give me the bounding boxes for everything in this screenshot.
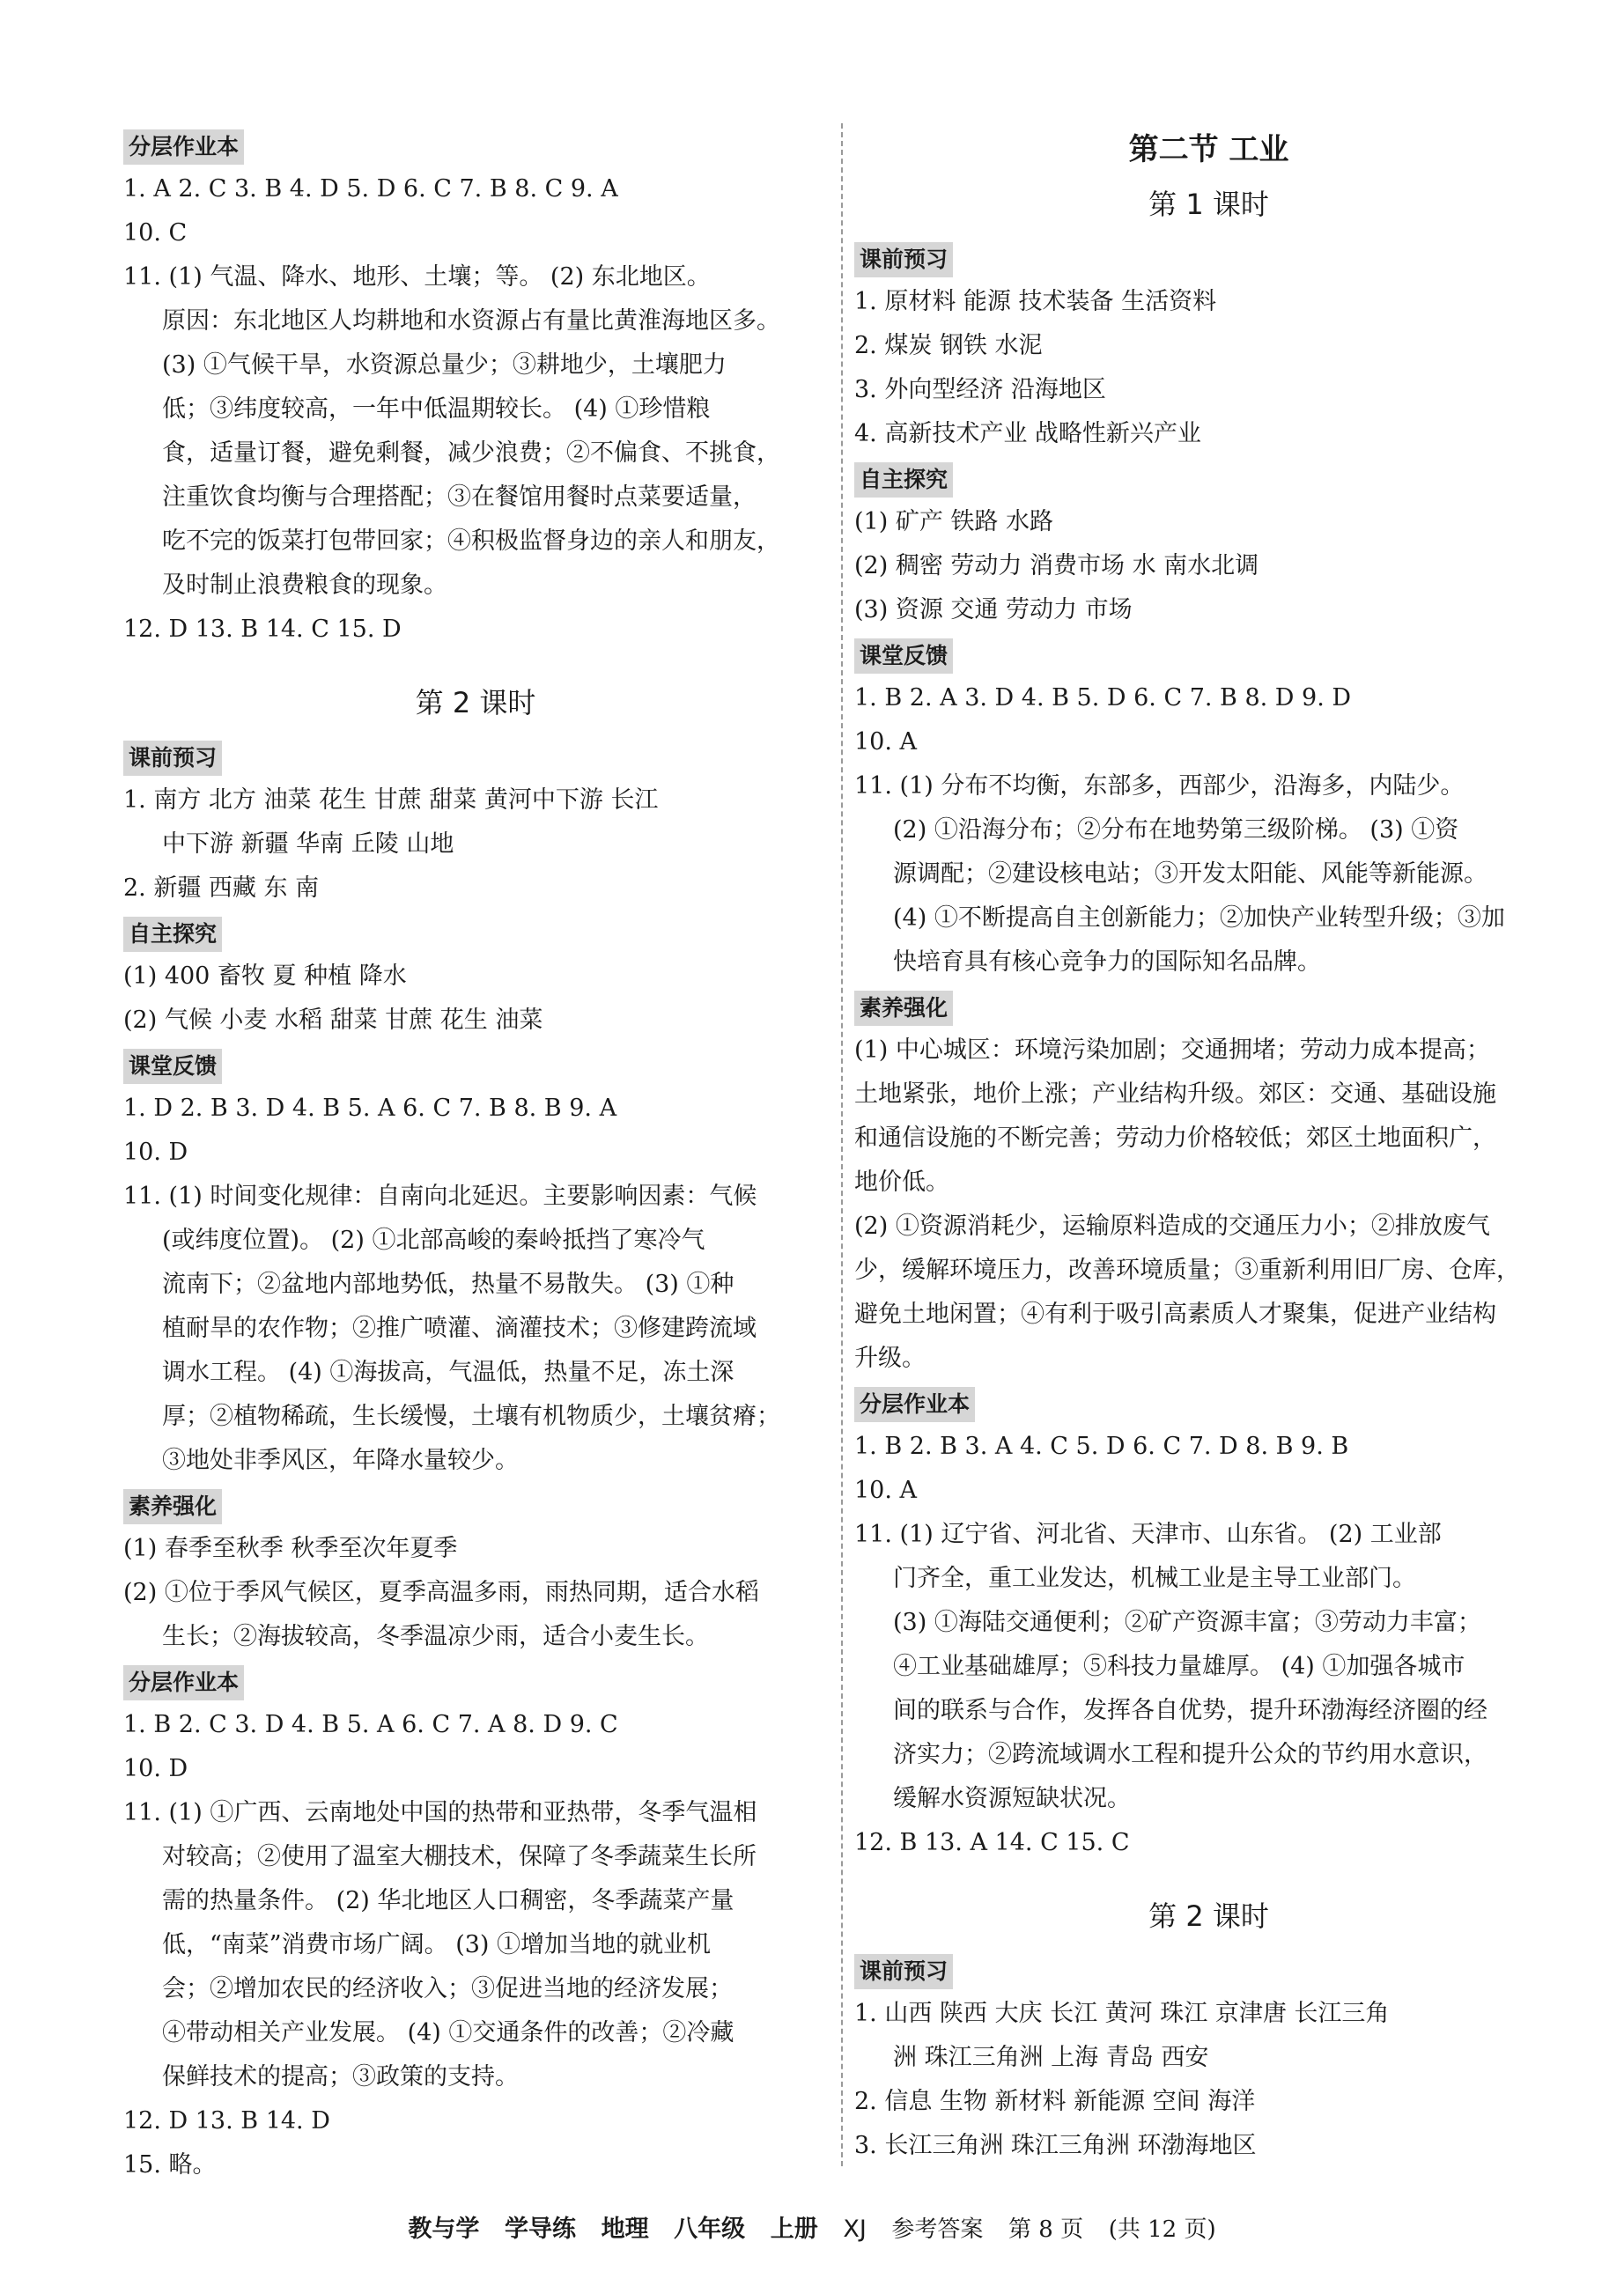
footer-edition: XJ xyxy=(843,2216,867,2243)
page-footer xyxy=(0,2212,1624,2247)
answer-line: 注重饮食均衡与合理搭配；③在餐馆用餐时点菜要适量， xyxy=(162,483,757,511)
column-divider xyxy=(841,123,843,2166)
answer-line: 1. B 2. B 3. A 4. C 5. D 6. C 7. D 8. B 9. B xyxy=(854,1433,1349,1460)
answer-line: (2) 稠密 劳动力 消费市场 水 南水北调 xyxy=(854,552,1259,579)
answer-line: 土地紧张，地价上涨；产业结构升级。郊区：交通、基础设施 xyxy=(854,1080,1496,1108)
answer-line: 需的热量条件。 (2) 华北地区人口稠密，冬季蔬菜产量 xyxy=(162,1887,734,1914)
answer-line: 缓解水资源短缺状况。 xyxy=(893,1785,1131,1812)
right-column xyxy=(854,123,1563,2168)
section-tag-row xyxy=(123,911,828,955)
answer-line: 吃不完的饭菜打包带回家；④积极监督身边的亲人和朋友， xyxy=(162,527,780,555)
answer-line: 10. D xyxy=(123,1755,188,1782)
answer-line: (2) ①位于季风气候区，夏季高温多雨，雨热同期，适合水稻 xyxy=(123,1579,759,1606)
answer-line: 3. 外向型经济 沿海地区 xyxy=(854,376,1106,403)
answer-line: 植耐旱的农作物；②推广喷灌、滴灌技术；③修建跨流域 xyxy=(162,1315,757,1342)
section-tag: 课堂反馈 xyxy=(123,1049,222,1084)
section-tag: 课堂反馈 xyxy=(854,638,953,674)
answer-line: 食，适量订餐，避免剩餐，减少浪费；②不偏食、不挑食， xyxy=(162,439,780,467)
section-tag: 分层作业本 xyxy=(854,1387,975,1422)
section-tag-row xyxy=(854,984,1563,1029)
footer-subject: 地理 xyxy=(601,2216,649,2243)
answer-line: 1. B 2. A 3. D 4. B 5. D 6. C 7. B 8. D 9. D xyxy=(854,684,1352,712)
answer-line: (3) 资源 交通 劳动力 市场 xyxy=(854,596,1133,623)
section-tag: 课前预习 xyxy=(123,741,222,776)
footer-grade: 八年级 xyxy=(674,2216,746,2243)
answer-line: 12. B 13. A 14. C 15. C xyxy=(854,1829,1130,1856)
answer-line: 11. (1) 辽宁省、河北省、天津市、山东省。 (2) 工业部 xyxy=(854,1521,1442,1548)
footer-total: (共 12 页) xyxy=(1108,2216,1216,2243)
answer-line: 2. 信息 生物 新材料 新能源 空间 海洋 xyxy=(854,2088,1256,2115)
left-column xyxy=(123,123,828,2187)
answer-line: 和通信设施的不断完善；劳动力价格较低；郊区土地面积广， xyxy=(854,1125,1496,1152)
answer-line: (2) 气候 小麦 水稻 甜菜 甘蔗 花生 油菜 xyxy=(123,1007,543,1034)
answer-line: (4) ①不断提高自主创新能力；②加快产业转型升级；③加 xyxy=(893,904,1505,932)
footer-volume: 上册 xyxy=(770,2216,818,2243)
answer-line: 少，缓解环境压力，改善环境质量；③重新利用旧厂房、仓库， xyxy=(854,1257,1520,1284)
answer-line: (3) ①气候干旱，水资源总量少；③耕地少，土壤肥力 xyxy=(162,351,727,379)
section-tag: 课前预习 xyxy=(854,242,953,277)
section-tag-row xyxy=(123,1483,828,1527)
section-tag-row xyxy=(123,1659,828,1703)
answer-line: 11. (1) 分布不均衡，东部多，西部少，沿海多，内陆少。 xyxy=(854,772,1465,800)
answer-line: (或纬度位置)。 (2) ①北部高峻的秦岭抵挡了寒冷气 xyxy=(162,1227,705,1254)
section-tag-row xyxy=(854,632,1563,676)
footer-label: 参考答案 xyxy=(891,2216,984,2243)
answer-line: (3) ①海陆交通便利；②矿产资源丰富；③劳动力丰富； xyxy=(893,1609,1481,1636)
answer-line: 11. (1) 气温、降水、地形、土壤；等。 (2) 东北地区。 xyxy=(123,263,711,291)
answer-line: 2. 新疆 西藏 东 南 xyxy=(123,874,320,902)
answer-line: 中下游 新疆 华南 丘陵 山地 xyxy=(162,830,454,858)
answer-line: (2) ①资源消耗少，运输原料造成的交通压力小；②排放废气 xyxy=(854,1213,1490,1240)
answer-line: (1) 春季至秋季 秋季至次年夏季 xyxy=(123,1535,458,1562)
answer-line: 地价低。 xyxy=(854,1169,949,1196)
answer-line: 10. A xyxy=(854,728,918,756)
footer-series: 学导练 xyxy=(504,2216,576,2243)
answer-line: 1. 山西 陕西 大庆 长江 黄河 珠江 京津唐 长江三角 xyxy=(854,2000,1390,2027)
answer-line: ④工业基础雄厚；⑤科技力量雄厚。 (4) ①加强各城市 xyxy=(893,1653,1465,1680)
answer-line: 间的联系与合作，发挥各自优势，提升环渤海经济圈的经 xyxy=(893,1697,1487,1724)
answer-line: 避免土地闲置；④有利于吸引高素质人才聚集，促进产业结构 xyxy=(854,1301,1496,1328)
answer-line: 升级。 xyxy=(854,1345,926,1372)
answer-line: 低，“南菜”消费市场广阔。 (3) ①增加当地的就业机 xyxy=(162,1931,712,1958)
section-tag: 课前预习 xyxy=(854,1954,953,1989)
answer-line: (1) 中心城区：环境污染加剧；交通拥堵；劳动力成本提高； xyxy=(854,1036,1490,1064)
answer-line: 源调配；②建设核电站；③开发太阳能、风能等新能源。 xyxy=(893,860,1487,888)
answer-line: 10. A xyxy=(854,1477,918,1504)
section-tag: 素养强化 xyxy=(123,1489,222,1524)
section-title: 第二节 工业 xyxy=(1128,132,1289,167)
answer-line: 对较高；②使用了温室大棚技术，保障了冬季蔬菜生长所 xyxy=(162,1843,757,1870)
answer-line: 1. D 2. B 3. D 4. B 5. A 6. C 7. B 8. B 9. A xyxy=(123,1095,617,1122)
answer-line: 调水工程。 (4) ①海拔高，气温低，热量不足，冻土深 xyxy=(162,1359,734,1386)
answer-line: 厚；②植物稀疏，生长缓慢，土壤有机物质少，土壤贫瘠； xyxy=(162,1403,780,1430)
answer-line: 1. 南方 北方 油菜 花生 甘蔗 甜菜 黄河中下游 长江 xyxy=(123,786,659,814)
answer-line: 1. A 2. C 3. B 4. D 5. D 6. C 7. B 8. C 9. A xyxy=(123,175,618,203)
answer-line: 10. D xyxy=(123,1139,188,1166)
answer-line: 会；②增加农民的经济收入；③促进当地的经济发展； xyxy=(162,1975,733,2002)
answer-line: 15. 略。 xyxy=(123,2151,217,2179)
answer-line: 原因：东北地区人均耕地和水资源占有量比黄淮海地区多。 xyxy=(162,307,780,335)
answer-line: 3. 长江三角洲 珠江三角洲 环渤海地区 xyxy=(854,2132,1257,2159)
section-tag-row xyxy=(854,236,1563,280)
answer-line: ③地处非季风区，年降水量较少。 xyxy=(162,1447,519,1474)
answer-line: 1. B 2. C 3. D 4. B 5. A 6. C 7. A 8. D 9. C xyxy=(123,1711,618,1738)
answer-line: 快培育具有核心竞争力的国际知名品牌。 xyxy=(893,948,1321,976)
answer-line: 低；③纬度较高，一年中低温期较长。 (4) ①珍惜粮 xyxy=(162,395,711,423)
answer-line: ④带动相关产业发展。 (4) ①交通条件的改善；②冷藏 xyxy=(162,2019,734,2046)
section-tag: 分层作业本 xyxy=(123,129,244,165)
answer-line: (1) 矿产 铁路 水路 xyxy=(854,508,1053,535)
answer-line: 门齐全，重工业发达，机械工业是主导工业部门。 xyxy=(893,1565,1416,1592)
lesson-title: 第 2 课时 xyxy=(1148,1899,1269,1933)
section-tag-row xyxy=(854,1948,1563,1992)
answer-line: 生长；②海拔较高，冬季温凉少雨，适合小麦生长。 xyxy=(162,1623,709,1650)
section-tag: 素养强化 xyxy=(854,991,953,1026)
answer-line: 济实力；②跨流域调水工程和提升公众的节约用水意识， xyxy=(893,1741,1487,1768)
section-tag: 自主探究 xyxy=(854,462,953,498)
answer-line: 洲 珠江三角洲 上海 青岛 西安 xyxy=(893,2044,1209,2071)
section-tag-row xyxy=(123,123,828,167)
section-tag: 分层作业本 xyxy=(123,1665,244,1700)
answer-line: 11. (1) 时间变化规律：自南向北延迟。主要影响因素：气候 xyxy=(123,1183,757,1210)
lesson-title: 第 2 课时 xyxy=(415,686,536,719)
answer-line: (1) 400 畜牧 夏 种植 降水 xyxy=(123,962,407,990)
lesson-title: 第 1 课时 xyxy=(1148,188,1269,221)
answer-line: 及时制止浪费粮食的现象。 xyxy=(162,572,447,599)
footer-brand: 教与学 xyxy=(408,2216,480,2243)
section-tag-row xyxy=(123,734,828,778)
answer-line: 11. (1) ①广西、云南地处中国的热带和亚热带，冬季气温相 xyxy=(123,1799,757,1826)
answer-line: 4. 高新技术产业 战略性新兴产业 xyxy=(854,420,1201,447)
answer-line: (2) ①沿海分布；②分布在地势第三级阶梯。 (3) ①资 xyxy=(893,816,1459,844)
answer-line: 1. 原材料 能源 技术装备 生活资料 xyxy=(854,288,1217,315)
section-tag-row xyxy=(854,456,1563,500)
footer-page: 第 8 页 xyxy=(1008,2216,1084,2243)
answer-line: 10. C xyxy=(123,219,188,247)
answer-line: 流南下；②盆地内部地势低，热量不易散失。 (3) ①种 xyxy=(162,1271,734,1298)
section-tag-row xyxy=(123,1043,828,1087)
section-tag: 自主探究 xyxy=(123,917,222,952)
answer-line: 保鲜技术的提高；③政策的支持。 xyxy=(162,2063,519,2091)
answer-line: 12. D 13. B 14. D xyxy=(123,2107,330,2135)
answer-line: 12. D 13. B 14. C 15. D xyxy=(123,616,402,643)
answer-line: 2. 煤炭 钢铁 水泥 xyxy=(854,332,1043,359)
section-tag-row xyxy=(854,1381,1563,1425)
